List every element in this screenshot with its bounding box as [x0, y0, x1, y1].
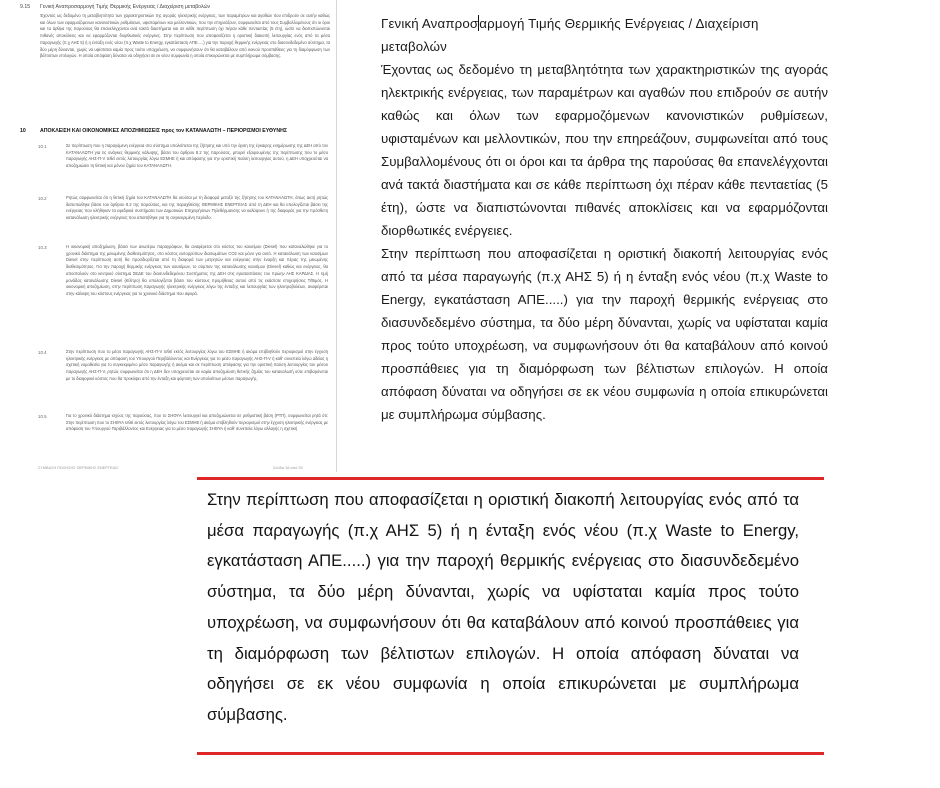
zoom-heading-part2: αρμογή Τιμής Θερμικής Ενέργειας / Διαχείριση μεταβολών	[381, 16, 759, 54]
zoom-paragraph-1: Έχοντας ως δεδομένο τη μεταβλητότητα των χαρακτηριστικών της αγοράς ηλεκτρικής ενέργειας, των παραμέτρων και αγαθών που επιδρούν σε αυτήν καθώς και όλων των εφαρμοζόμενων κανονιστικών ρυθμίσεων, υφισταμένων και μελλοντικών, που την επηρεάζουν, συμφωνείται από τους Συμβαλλομένους ότι οι όροι και τα άρθρα της παρούσας θα επανελέγχονται ανά τακτά διαστήματα και σε κάθε περίπτωση όχι πέραν κάθε πενταετίας (5 έτη), ώστε να διαπιστώνονται πιθανές αποκλίσεις και να εφαρμόζονται διορθωτικές ενέργειες.	[381, 62, 828, 238]
thumb-footer-left: ΣΥΜΒΑΣΗ ΠΩΛΗΣΗΣ ΘΕΡΜΙΚΗΣ ΕΝΕΡΓΕΙΑΣ	[38, 466, 119, 470]
document-page-thumbnail	[18, 0, 337, 472]
thumb-heading-number: 9.15	[20, 4, 31, 10]
thumb-item-number: 10.1	[38, 144, 47, 149]
thumb-item-number: 10.3	[38, 245, 47, 250]
thumb-item-text: Στην περίπτωση που το μέσο παραγωγής ΑΗΣ-Π-V τεθεί εκτός λειτουργίας λόγω του ΕΣΜΗΕ ή ακόμα επιβληθούν περιορισμοί στην έγχυση ηλεκτρικής ενέργειας με απόφαση του Υπουργού Περιβάλλοντος και Ενέργειας για το μέσο παραγωγής ΑΗΣ-Π-V ή καθ' συνεπεία λόγω αδείας η σχετική νομοθεσία για το συγκεκριμένο μέσο παραγωγής ή ακόμα και σε περίπτωση απόφασης για την οριστική παύση λειτουργίας του μέσου παραγωγής ΑΗΣ-Π-V, ρητώς συμφωνείται ότι η ΔΕΗ δεν υποχρεούται σε καμία αποζημίωση θετικής ζημίας του καταναλωτή ούτε επιβαρύνεται με το διαφορικό κόστος που θα προκύψει από την ένταξη και φόρτιση των υπολοίπων μέσων παραγωγής.	[66, 349, 328, 381]
thumb-item-number: 10.2	[38, 196, 47, 201]
thumb-item-number: 10.4	[38, 350, 47, 355]
thumb-item-text: Η οικονομική αποζημίωση, βάσει των ανωτέρω παραγράφων, θα αναφέρεται στο κόστος του καυσίμου (Diesel) που καταναλώθηκε για το χρονικό διάστημα της μειωμένης διαθεσιμότητας, στο κόστος αυτορρύπων διασωμάτων CO2 και μόνο για αυτό. Η κατανάλωση των καυσίμων Diesel στην περίπτωση αυτή θα προσδιορίζεται από τη διαφορά των μετρητών και ενέργειας στην έναρξη και πέρας της μειωμένης διαθεσιμότητας. Για την παροχή θερμικής ενέργειας των καυσίμων, το σύμπαν της κατανάλωσης καυσίμου (Diesel) καθώς και ενέργειας, θα αποσταλούν στο κεντρικό σύστημα ΣΕΔΕ του διασυνδεδεμένου Συστήματος της ΔΕΗ στις εγκαταστάσεις του πρώην ΑΗΣ ΚΑΡΔΙΑΣ. Η τιμή μονάδας κατανάλωσης Diesel (€/λίτρο) θα υπολογίζεται βάσει του κόστους προμήθειας αυτού από τις εκάστοτε επιχειρήσεις Τ/Βιμός. Η οικονομική αποζημίωση, στην περίπτωση παραγωγής ηλεκτρικής ενέργειας λόγω της ένταξης και λειτουργίας των ηλεκτροβολέων, αναφέρεται στην κάλυψη του κόστους ενέργειας για το χρονικό διάστημα που αφορά.	[66, 244, 328, 296]
highlight-rule-bottom	[197, 752, 824, 755]
thumb-section-number: 10	[20, 128, 26, 134]
highlight-rule-top	[197, 477, 824, 480]
thumb-item-number: 10.5	[38, 414, 47, 419]
thumb-item-text: Ρητώς συμφωνείται ότι η θετική ζημία του ΚΑΤΑΝΑΛΩΤΗ θα ισούται με τη διαφορά μεταξύ της ζήτησης του ΚΑΤΑΝΑΛΩΤΗ, όπως αυτή ρητώς διατυπώθηκε βάσει του άρθρου 8.2 της παρούσας, και της παραχθείσης ΘΕΡΜΙΚΗΣ ΕΝΕΡΓΕΙΑΣ από τη ΔΕΗ και θα υπολογίζεται βάσει της ενέργειας που κλήθηκαν τα εφεδρικά συστήματα των Δημοτικών Επιχειρήσεων Τηλεθέρμανσης να καλύψουν ή της διαφοράς για την πρόσθετη κατανάλωση ηλεκτρικής ενέργειας που απαιτήθηκε για τη συγκεκριμένη περίοδο.	[66, 195, 328, 221]
thumb-item-text: Σε περίπτωση που η παραγόμενη ενέργεια στο σύστημα υπολείπεται της ζήτησης και υπό την άρση της έγκαιρης ενημέρωσης της ΔΕΗ από τον ΚΑΤΑΝΑΛΩΤΗ για τις ανάγκες θερμικής κάλυψης, βάσει του άρθρου 8.2 της παρούσας, μπορεί εξαιρουμένης της περίπτωσης που το μέσο παραγωγής ΑΗΣ-Π-V τεθεί εκτός λειτουργίας λόγω ΕΣΜΗΕ ή και απόφασης για την οριστική παύση λειτουργίας αυτού, η ΔΕΗ υποχρεούται να αποζημιώσει τη θετική και μόνον ζημία του ΚΑΤΑΝΑΛΩΤΗ.	[66, 143, 328, 169]
zoom-heading	[381, 12, 828, 58]
thumb-heading: Γενική Αναπροσαρμογή Τιμής Θερμικής Ενέργειας / Διαχείριση μεταβολών	[40, 4, 211, 10]
thumb-footer-right: Σελίδα 16 από 33	[273, 466, 303, 470]
thumb-section-title: ΑΠΟΚΛΕΙΣΗ ΚΑΙ ΟΙΚΟΝΟΜΙΚΕΣ ΑΠΟΖΗΜΙΩΣΕΙΣ προς τον ΚΑΤΑΝΑΛΩΤΗ – ΠΕΡΙΟΡΙΣΜΟΙ ΕΥΘΥΝΗΣ	[40, 128, 287, 134]
zoomed-text-top	[381, 12, 828, 426]
zoom-heading-part1: Γενική Αναπροσ	[381, 16, 479, 31]
thumb-paragraph: Έχοντας ως δεδομένο τη μεταβλητότητα των χαρακτηριστικών της αγοράς ηλεκτρικής ενέργειας, των παραμέτρων και αγαθών που επιδρούν σε αυτήν καθώς και όλων των εφαρμοζόμενων κανονιστικών ρυθμίσεων, υφισταμένων και μελλοντικών, που την επηρεάζουν, συμφωνείται από τους Συμβαλλομένους ότι οι όροι και τα άρθρα της παρούσας θα επανελέγχονται ανά τακτά διαστήματα και σε κάθε περίπτωση όχι πέραν κάθε πενταετίας (5 έτη), ώστε να διαπιστώνονται πιθανές αποκλίσεις και να εφαρμόζονται διορθωτικές ενέργειες. Στην περίπτωση που αποφασίζεται η οριστική διακοπή λειτουργίας ενός από τα μέσα παραγωγής (π.χ ΑΗΣ 5) ή η ένταξη ενός νέου (π.χ Waste to Energy, εγκατάσταση ΑΠΕ.....) για την παροχή θερμικής ενέργειας στο διασυνδεδεμένο σύστημα, τα δύο μέρη δύνανται, χωρίς να υφίσταται καμία προς τούτο υποχρέωση, να συμφωνήσουν ότι θα καταβάλουν από κοινού προσπάθειες για τη διαμόρφωση των βέλτιστων επιλογών. Η οποία απόφαση δύναται να οδηγήσει σε εκ νέου συμφωνία η οποία επικυρώνεται με συμπλήρωμα σύμβασης.	[40, 13, 330, 59]
zoom-paragraph-2: Στην περίπτωση που αποφασίζεται η οριστική διακοπή λειτουργίας ενός από τα μέσα παραγωγής (π.χ ΑΗΣ 5) ή η ένταξη ενός νέου (π.χ Waste to Energy, εγκατάσταση ΑΠΕ.....) για την παροχή θερμικής ενέργειας στο διασυνδεδεμένο σύστημα, τα δύο μέρη δύνανται, χωρίς να υφίσταται καμία προς τούτο υποχρέωση, να συμφωνήσουν ότι θα καταβάλουν από κοινού προσπάθειες για τη διαμόρφωση των βέλτιστων επιλογών. Η οποία απόφαση δύναται να οδηγήσει σε εκ νέου συμφωνία η οποία επικυρώνεται με συμπλήρωμα σύμβασης.	[381, 246, 828, 422]
zoomed-text-bottom: Στην περίπτωση που αποφασίζεται η οριστική διακοπή λειτουργίας ενός από τα μέσα παραγωγής (π.χ ΑΗΣ 5) ή η ένταξη ενός νέου (π.χ Waste to Energy, εγκατάσταση ΑΠΕ.....) για την παροχή θερμικής ενέργειας στο διασυνδεδεμένο σύστημα, τα δύο μέρη δύνανται, χωρίς να υφίσταται καμία προς τούτο υποχρέωση, να συμφωνήσουν ότι θα καταβάλουν από κοινού προσπάθειες για τη διαμόρφωση των βέλτιστων επιλογών. Η οποία απόφαση δύναται να οδηγήσει σε εκ νέου συμφωνία η οποία επικυρώνεται με συμπλήρωμα σύμβασης.	[207, 490, 799, 724]
thumb-item-text: Για το χρονικό διάστημα ισχύος της παρούσας, που το ΣΗΘΥΑ λειτουργεί και αποζημιώνεται σε ρυθμιστική βάση (ΡΤΠ), συμφωνείται ρητά ότι: Στην περίπτωση που το ΣΗΘΥΑ τεθεί εκτός λειτουργίας λόγω του ΕΣΜΗΕ ή ακόμα επιβληθούν περιορισμοί στην έγχυση ηλεκτρικής ενέργειας με απόφαση του Υπουργού Περιβάλλοντος και Ενέργειας για το μέσο παραγωγής ΣΗΘΥΑ ή καθ' συνεπεία λόγω αλλαγής η σχετική	[66, 413, 328, 432]
